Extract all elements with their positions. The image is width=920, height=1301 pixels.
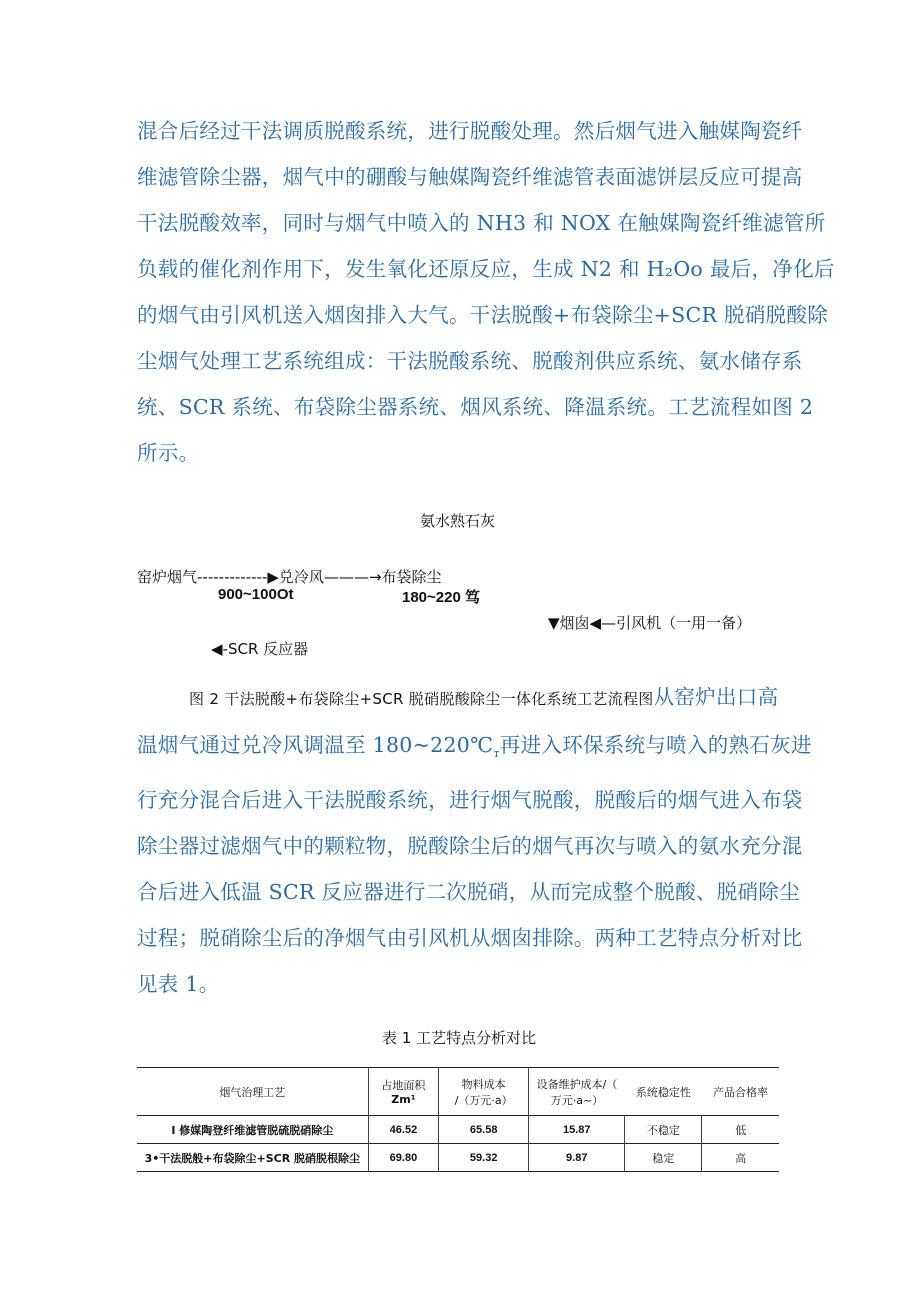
bag-filter-text: 布袋除尘 (381, 568, 442, 586)
cell-material-cost: 59.32 (439, 1144, 529, 1172)
paragraph-1 (137, 108, 835, 476)
arrow-1: -------------▶ (197, 568, 279, 586)
cell-maintenance-cost: 9.87 (529, 1144, 625, 1172)
text-fragment: 再进入环保系统与喷入的熟石灰进 (499, 733, 812, 757)
cell-area: 46.52 (368, 1116, 439, 1144)
table-row (137, 1144, 779, 1172)
header-maintenance-cost: 设备维护成本/（ 万元·a~） (529, 1068, 625, 1116)
text-line: 维滤管除尘器，烟气中的硼酸与触媒陶瓷纤维滤管表面滤饼层反应可提高 (137, 165, 803, 189)
figure-caption: 图 2 干法脱酸+布袋除尘+SCR 脱硝脱酸除尘一体化系统工艺流程图 (189, 690, 654, 708)
comparison-table (137, 1067, 779, 1172)
diagram-kiln-label (137, 566, 442, 587)
scr-reactor-label: ◀-SCR 反应器 (211, 640, 309, 658)
cell-process: I 修媒陶登纤维滤管脱硫脱硝除尘 (171, 1123, 334, 1137)
paragraph-2 (137, 674, 812, 1007)
text-line: 除尘器过滤烟气中的颗粒物，脱酸除尘后的烟气再次与喷入的氨水充分混 (137, 834, 803, 859)
text-line: 见表 1。 (137, 972, 220, 997)
cell-stability: 稳定 (625, 1144, 702, 1172)
cooling-text: 兑冷风 (278, 568, 324, 586)
text-line: 的烟气由引风机送入烟囱排入大气。干法脱酸+布袋除尘+SCR 脱硝脱酸除 (137, 303, 829, 327)
text-line: 行充分混合后进入干法脱酸系统，进行烟气脱酸，脱酸后的烟气进入布袋 (137, 788, 803, 813)
cell-pass-rate: 低 (702, 1116, 779, 1144)
cell-area: 69.80 (368, 1144, 439, 1172)
cell-material-cost: 65.58 (439, 1116, 529, 1144)
cell-pass-rate: 高 (702, 1144, 779, 1172)
text-line: 所示。 (137, 441, 200, 465)
header-pass-rate: 产品合格率 (712, 1085, 768, 1099)
text-fragment: 温烟气通过兑冷风调温至 180~220℃ (137, 733, 494, 757)
text-fragment: 从窑炉出口高 (653, 685, 779, 709)
text-line: 过程；脱硝除尘后的净烟气由引风机从烟囱排除。两种工艺特点分析对比 (137, 926, 803, 951)
text-line: 负载的催化剂作用下，发生氧化还原反应，生成 N2 和 H₂Oo 最后，净化后 (137, 257, 835, 281)
text-line: 合后进入低温 SCR 反应器进行二次脱硝，从而完成整个脱酸、脱硝除尘 (137, 880, 800, 905)
header-area: 占地面积 Zm¹ (368, 1068, 439, 1116)
kiln-text: 窑炉烟气 (137, 568, 198, 586)
table-header-row (137, 1068, 779, 1116)
text-line (137, 674, 787, 722)
header-stability: 系统稳定性 (635, 1085, 691, 1099)
header-material-cost: 物料成本 /（万元·a） (439, 1068, 529, 1116)
chimney-fan-row: ▼烟囱◀—引风机（一用一备） (548, 614, 752, 632)
table-row (137, 1116, 779, 1144)
arrow-2: ———→ (323, 568, 382, 586)
text-line: 统、SCR 系统、布袋除尘器系统、烟风系统、降温系统。工艺流程如图 2 (137, 395, 814, 419)
temperature-1: 900~100Ot (218, 586, 294, 603)
cell-stability: 不稳定 (625, 1116, 702, 1144)
table-caption: 表 1 工艺特点分析对比 (382, 1029, 537, 1047)
diagram-top-label: 氨水熟石灰 (420, 512, 496, 530)
text-line: 干法脱酸效率，同时与烟气中喷入的 NH3 和 NOX 在触媒陶瓷纤维滤管所 (137, 211, 826, 235)
cell-maintenance-cost: 15.87 (529, 1116, 625, 1144)
cell-process: 3•干法脱般+布袋除尘+SCR 脱硝脱根除尘 (144, 1151, 361, 1165)
subscript: ᴛ (493, 747, 500, 761)
header-process: 烟气治理工艺 (219, 1085, 286, 1099)
temperature-2: 180~220 笃 (402, 589, 480, 606)
text-line: 混合后经过干法调质脱酸系统，进行脱酸处理。然后烟气进入触媒陶瓷纤 (137, 119, 803, 143)
text-line: 尘烟气处理工艺系统组成：干法脱酸系统、脱酸剂供应系统、氨水储存系 (137, 349, 803, 373)
text-line (137, 722, 812, 777)
